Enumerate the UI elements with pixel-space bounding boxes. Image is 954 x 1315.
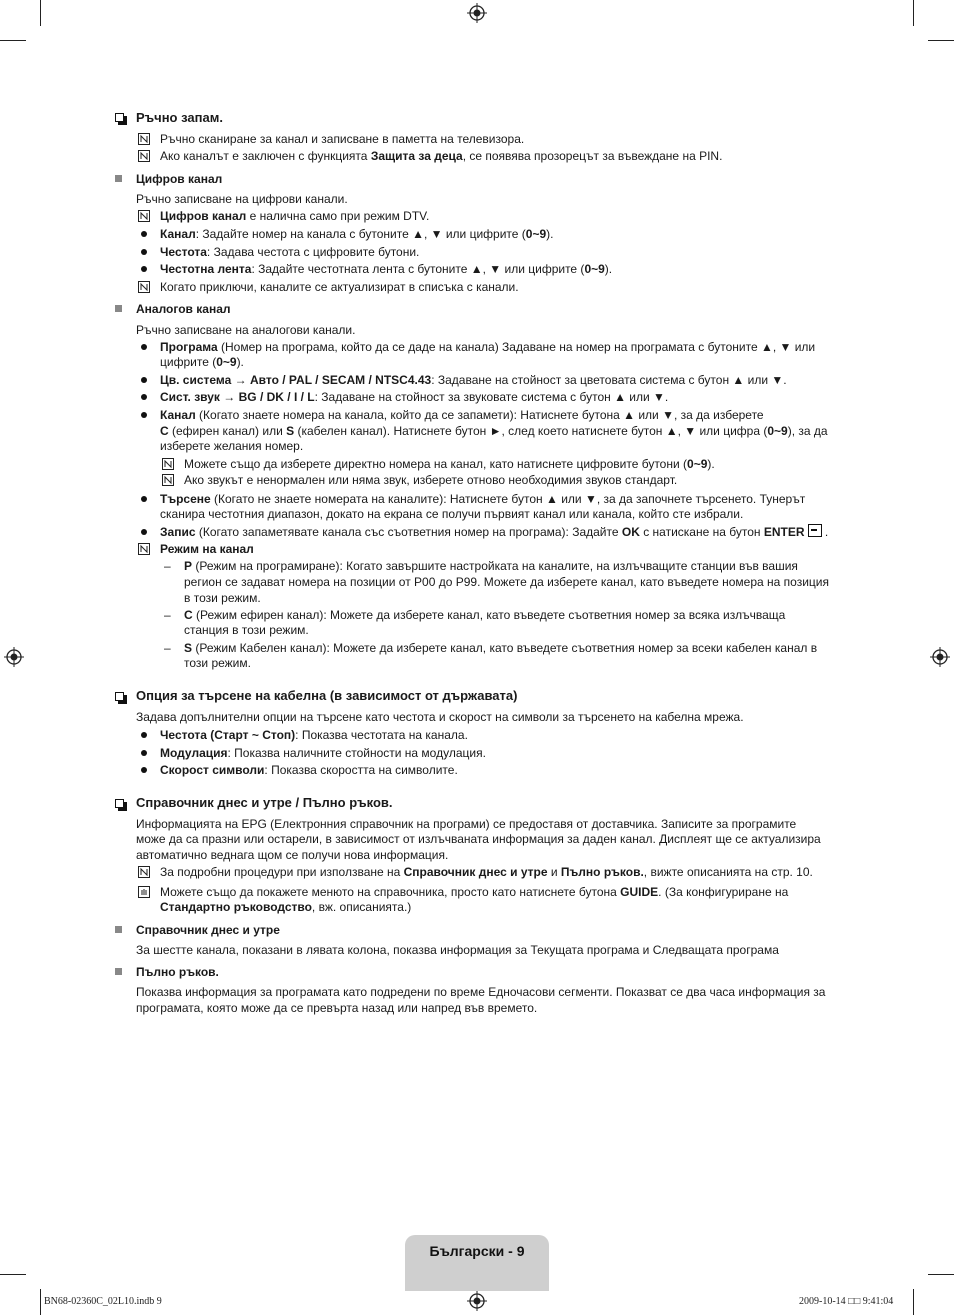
text-line: цифрите (0~9). [160,355,244,369]
text-line: Честотна лента: Задайте честотната лента с бутоните ▲, ▼ или цифрите (0~9). [160,262,613,276]
registration-mark-icon [467,1291,487,1311]
note-icon [162,458,174,470]
note-icon [162,474,174,486]
text-line: Стандартно ръководство, вж. описанията.) [160,900,412,914]
text-line: Честота: Задава честота с цифровите бутони. [160,245,420,259]
bullet-icon [141,231,147,237]
text-line: станция в този режим. [184,623,309,637]
section-title: Ръчно запам. [136,110,223,125]
square-bullet-icon [115,305,122,312]
text-line: Цв. система → Авто / PAL / SECAM / NTSC4.43: Задаване на стойност за цветовата система с бутон ▲ или ▼. [160,373,787,387]
text-line: Модулация: Показва наличните стойности на модулация. [160,746,486,760]
text-line: Когато приключи, каналите се актуализират в списъка с канали. [160,280,519,294]
text-line: Цифров канал е налична само при режим DTV. [160,209,430,223]
text-line: За шестте канала, показани в лявата колона, показва информация за Текущата програма и Следващата програма [136,943,779,957]
enter-icon [808,524,822,537]
text-line: Ръчно записване на цифрови канали. [136,192,348,206]
text-line: Скорост символи: Показва скоростта на символите. [160,763,458,777]
checkbox-bullet-icon [115,113,124,122]
dash-bullet: – [164,608,171,622]
crop-mark [928,40,954,41]
text-line: Можете също да покажете менюто на справочника, просто като натиснете бутона GUIDE. (За конфигуриране на [160,885,789,899]
text-line: Информацията на EPG (Електронния справочник на програми) се предоставя от доставчика. Записите за програмите [136,817,797,831]
subsection-title: Аналогов канал [136,302,231,316]
registration-mark-icon [930,647,950,667]
text-line: За подробни процедури при използване на Справочник днес и утре и Пълно ръков., вижте описанията на стр. 10. [160,865,813,879]
bullet-icon [141,249,147,255]
subsection-title: Справочник днес и утре [136,923,280,937]
dash-bullet: – [164,559,171,573]
subsection-title: Пълно ръков. [136,965,219,979]
bullet-icon [141,750,147,756]
date-info: 2009-10-14 □□ 9:41:04 [799,1296,894,1307]
text-line: Можете също да изберете директно номера на канал, като натиснете цифровите бутони (0~9). [184,457,715,471]
text-line: Запис (Когато запаметявате канала със съответния номер на програма): Задайте OK с натискане на бутон ENTER . [160,525,829,539]
note-icon [138,210,150,222]
text-line: Канал: Задайте номер на канала с бутоните ▲, ▼ или цифрите (0~9). [160,227,554,241]
page-number: Български - 9 [429,1243,525,1259]
note-icon [138,281,150,293]
square-bullet-icon [115,968,122,975]
crop-mark [0,40,26,41]
text-line: изберете желания номер. [160,439,304,453]
bullet-icon [141,412,147,418]
square-bullet-icon [115,926,122,933]
bullet-icon [141,377,147,383]
text-line: Ръчно сканиране за канал и записване в паметта на телевизора. [160,132,525,146]
file-info: BN68-02360C_02L10.indb 9 [44,1296,162,1307]
dash-bullet: – [164,641,171,655]
text-line: Честота (Старт ~ Стоп): Показва честотата на канала. [160,728,468,742]
text-line: Ако звукът е ненормален или няма звук, изберете отново необходимия звуков стандарт. [184,473,678,487]
bullet-icon [141,394,147,400]
bullet-icon [141,529,147,535]
checkbox-bullet-icon [115,692,124,701]
note-icon [138,543,150,555]
note-icon [138,133,150,145]
section-title: Справочник днес и утре / Пълно ръков. [136,795,393,810]
text-line: P (Режим на програмиране): Когато завършите настройката на каналите, на излъчващите станции във вашия [184,559,798,573]
crop-mark [928,1274,954,1275]
registration-mark-icon [467,3,487,23]
text-line: Сист. звук → BG / DK / I / L: Задаване на стойност за звуковате система с бутон ▲ или ▼. [160,390,669,404]
text-line: Режим на канал [160,542,254,556]
text-line: може да са празни или остарели, в зависимост от излъчваната информация за даден канал. Дисплеят ще се актуализира [136,832,821,846]
text-line: автоматично веднага щом се получи нова информация. [136,848,449,862]
hand-note-icon [138,886,150,898]
text-line: в този режим. [184,591,261,605]
text-line: този режим. [184,656,251,670]
crop-mark [40,0,41,26]
text-line: C (ефирен канал) или S (кабелен канал). Натиснете бутон ►, след което натиснете бутон ▲, ▼ или цифра (0~9), за да [160,424,828,438]
crop-mark [0,1274,26,1275]
text-line: Ръчно записване на аналогови канали. [136,323,356,337]
square-bullet-icon [115,175,122,182]
text-line: Търсене (Когато не знаете номерата на каналите): Натиснете бутон ▲ или ▼, за да започнете търсенето. Тунерът [160,492,806,506]
subsection-title: Цифров канал [136,172,223,186]
text-line: Задава допълнителни опции на търсене като честота и скорост на символи за търсенето на кабелна мрежа. [136,710,744,724]
text-line: S (Режим Кабелен канал): Можете да изберете канал, като въведете съответния номер за всеки кабелен канал в [184,641,818,655]
text-line: C (Режим ефирен канал): Можете да изберете канал, като въведете съответния номер за всяка излъчваща [184,608,786,622]
bullet-icon [141,496,147,502]
checkbox-bullet-icon [115,799,124,808]
text-line: програмата, която може да се превърта назад или напред във времето. [136,1001,538,1015]
text-line: Показва информация за програмата като подредени по време Едночасови сегменти. Показват се два часа информация за [136,985,826,999]
text-line: Програма (Номер на програма, който да се даде на канала) Задаване на номер на програмата с бутоните ▲, ▼ или [160,340,816,354]
note-icon [138,150,150,162]
crop-mark [913,1289,914,1315]
crop-mark [40,1289,41,1315]
registration-mark-icon [4,647,24,667]
text-line: Канал (Когато знаете номера на канала, който да се запамети): Натиснете бутона ▲ или ▼, за да изберете [160,408,764,422]
bullet-icon [141,344,147,350]
text-line: регион се задават номера на позиции от P00 до P99. Можете да изберете канал, като въведете номера на позиция [184,575,829,589]
text-line: сканира честотния диапазон, докато на екрана се получи първият канал или канала, който сте избрали. [160,507,744,521]
note-icon [138,866,150,878]
bullet-icon [141,732,147,738]
crop-mark [913,0,914,26]
bullet-icon [141,767,147,773]
bullet-icon [141,266,147,272]
section-title: Опция за търсене на кабелна (в зависимост от държавата) [136,688,518,703]
text-line: Ако каналът е заключен с функцията Защита за деца, се появява прозорецът за въвеждане на PIN. [160,149,723,163]
